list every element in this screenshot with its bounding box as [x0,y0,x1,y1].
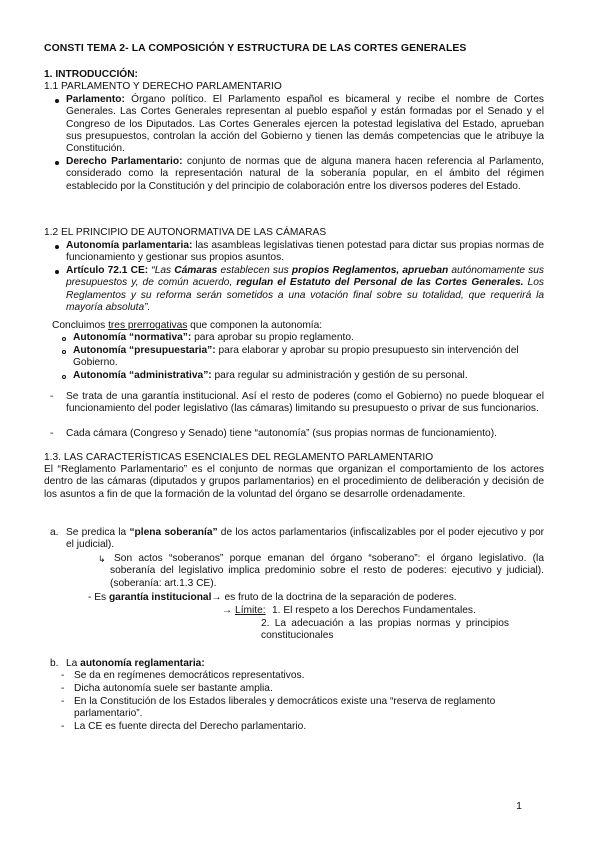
bullet-label: Autonomía parlamentaria: [66,240,193,251]
item-marker-b: b. [50,658,59,669]
item-bold: “plena soberanía” [129,527,218,538]
bullet-autonomia-parlamentaria [66,240,544,265]
quote-part: Los Reglamentos y su reforma serán sometidos a una votación final sobre su totalidad, que requerirá la mayoría absoluta”. [66,277,544,313]
autonomia-point-3: En la Constitución de los Estados liberales y democráticos existe una “reserva de reglamento parlamentario”. [74,696,496,720]
actos-soberanos-text: Son actos “soberanos” porque emanan del órgano “soberano”: el órgano legislativo. (la soberanía del legislativo implica predominio sobre el resto de poderes: ejecutivo y judicial). (soberanía: art.1.3 CE). [110,553,544,589]
reglamento-definition: El “Reglamento Parlamentario” es el conjunto de normas que organizan el comportamiento de los actores dentro de las cámaras (diputados y grupos parlamentarios) en el procedimiento de deliberación y decisión de los asuntos a fin de que la formación de la voluntad del órgano se desarrolle ordenadamente. [44,464,544,500]
bullet-derecho-parlamentario [66,156,544,193]
limite-item-1: 1. El respeto a los Derechos Fundamentales. [272,605,476,616]
document-title: CONSTI TEMA 2- LA COMPOSICIÓN Y ESTRUCTURA DE LAS CORTES GENERALES [44,43,467,54]
item-marker-a: a. [50,527,59,538]
prerrogativas-intro [52,320,322,332]
subsection-heading-1-1: 1.1 PARLAMENTO Y DERECHO PARLAMENTARIO [44,81,282,92]
return-arrow-icon: ↳ [98,554,106,564]
dash-marker: - [61,683,65,694]
autonomia-reglamentaria-heading [66,658,205,670]
dash-marker: - [50,391,54,402]
intro-text: Concluimos [52,320,109,331]
circle-bullet [62,350,66,354]
bullet-label: Parlamento: [66,94,125,105]
garantia-institucional-text: Se trata de una garantía institucional. Así el resto de poderes (como el Gobierno) no puede bloquear el funcionamiento del poder legislativo (las cámaras) limitando su presupuesto o privar de sus funcionarios. [66,391,544,415]
bullet-label: Artículo 72.1 CE: [66,265,149,276]
prerrogativa-text: para elaborar y aprobar su propio presupuesto sin intervención del Gobierno. [73,345,519,369]
item-text: La [66,658,81,669]
bullet-articulo-72 [66,265,544,314]
plena-soberania-item [66,527,544,552]
bullet-text: conjunto de normas que de alguna manera hacen referencia al Parlamento, considerado como la representación natural de la soberanía popular, en el ámbito del régimen establecido por la Constitución y del principio de colaboración entre los diversos poderes del Estado. [66,156,544,192]
dash-marker: - [61,696,65,707]
quote-part: establecen sus [217,265,292,276]
prerrogativa-presupuestaria [73,345,545,370]
limite-item-2: 2. La adecuación a las propias normas y principios constitucionales [261,618,509,642]
garantia-institucional-line [88,592,457,604]
quote-part: Cámaras [174,265,218,276]
prerrogativa-label: Autonomía “administrativa”: [73,370,212,381]
autonomia-point-2: Dicha autonomía suele ser bastante amplia. [74,683,273,694]
prerrogativa-label: Autonomía “presupuestaria”: [73,345,216,356]
quote-part: “Las [148,265,175,276]
prerrogativa-label: Autonomía “normativa”: [73,332,192,343]
intro-text: que componen la autonomía: [187,320,323,331]
subsection-heading-1-2: 1.2 EL PRINCIPIO DE AUTONORMATIVA DE LAS CÁMARAS [44,227,327,238]
bullet-dot [55,99,59,103]
line-text: - Es [88,592,109,603]
circle-bullet [62,375,66,379]
bullet-dot [55,161,59,165]
limite-underlined: Límite: [235,605,266,616]
line-text: → es fruto de la doctrina de la separación de poderes. [211,592,457,603]
autonomia-point-4: La CE es fuente directa del Derecho parlamentario. [74,721,307,732]
dash-marker: - [61,670,65,681]
page-number: 1 [516,800,522,812]
prerrogativa-text: para regular su administración y gestión de su personal. [211,370,468,381]
item-text: de los actos parlamentarios (infiscalizables por el poder ejecutivo y por el judicial). [66,527,544,551]
bullet-label: Derecho Parlamentario: [66,156,183,167]
subsection-heading-1-3: 1.3. LAS CARACTERÍSTICAS ESENCIALES DEL REGLAMENTO PARLAMENTARIO [44,452,434,463]
dash-marker: - [50,428,54,439]
bullet-dot [55,270,59,274]
bullet-text: Órgano político. El Parlamento español es bicameral y recibe el nombre de Cortes Generales. Las Cortes Generales representan al pueblo español y están formadas por el Senado y el Congreso de los Diputados. Las Cortes Generales ejercen la potestad legislativa del Estado, aprueban sus presupuestos, controlan la acción del Gobierno y tienen las demás competencias que le atribuye la Constitución. [66,94,544,155]
quote-part: regulan el Estatuto del Personal de las Cortes Generales. [236,277,524,289]
item-text: Se predica la [66,527,130,538]
quote-part: propios Reglamentos, aprueban [291,265,449,276]
limite-label [222,605,266,617]
prerrogativa-text: para aprobar su propio reglamento. [191,332,354,343]
bullet-parlamento [66,94,544,155]
prerrogativa-normativa [73,332,543,344]
autonomia-point-1: Se da en regímenes democráticos representativos. [74,670,305,681]
quote-part: autónomamente sus presupuestos y, de común acuerdo, [66,265,544,289]
item-bold: autonomía reglamentaria: [80,658,205,669]
arrow-right-icon: → [222,605,236,616]
dash-marker: - [61,721,65,732]
section-heading-introduccion: 1. INTRODUCCIÓN: [44,69,138,80]
intro-underlined: tres prerrogativas [108,320,188,331]
bullet-text: las asambleas legislativas tienen potestad para dictar sus propias normas de funcionamiento y gestionar sus propios asuntos. [66,240,544,264]
cada-camara-text: Cada cámara (Congreso y Senado) tiene “autonomía” (sus propias normas de funcionamiento). [66,428,497,439]
bullet-dot [55,245,59,249]
line-bold: garantía institucional [108,592,212,603]
circle-bullet [62,337,66,341]
prerrogativa-administrativa [73,370,543,382]
